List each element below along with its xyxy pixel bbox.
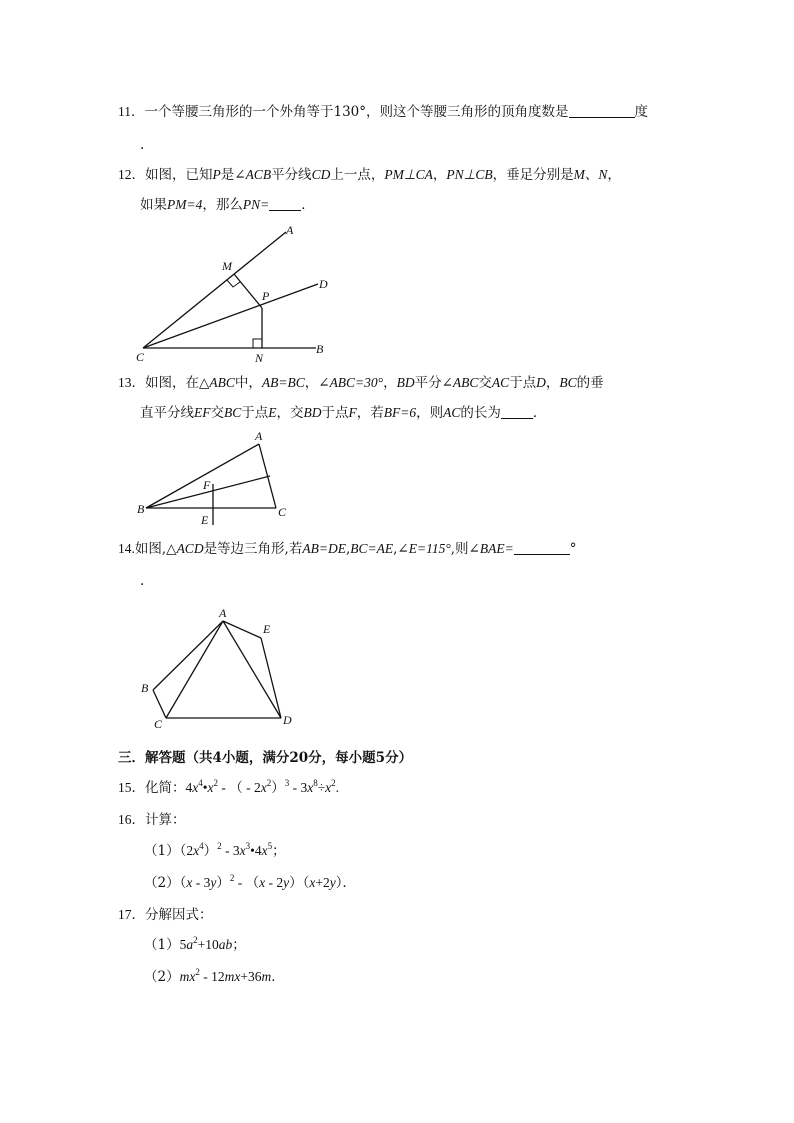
figure-q12 <box>136 222 336 367</box>
question-12-line-1 <box>118 166 621 184</box>
text-segment: 是等边三角形,若 <box>203 541 303 557</box>
math-var: BD <box>303 405 322 420</box>
math-expr: PN= <box>242 197 270 212</box>
label-C: C <box>154 717 163 731</box>
answer-blank[interactable] <box>514 542 570 555</box>
math-expression: $5a^2+10ab$； <box>179 935 246 952</box>
question-11 <box>118 103 648 121</box>
question-number: 16． <box>118 812 145 827</box>
label-F: F <box>203 478 211 492</box>
question-13-line-2 <box>140 404 546 422</box>
math-expr: PM⊥CA <box>384 167 433 182</box>
label-B: B <box>316 342 324 356</box>
question-text: 计算： <box>145 812 186 828</box>
text-segment: 如图,△ <box>134 541 177 557</box>
label-D: D <box>319 277 328 291</box>
question-11-end: . <box>140 137 145 153</box>
text-segment: 是∠ <box>220 167 246 183</box>
answer-blank[interactable] <box>569 105 635 118</box>
math-var: ABC <box>209 375 235 390</box>
label-N: N <box>255 351 264 365</box>
question-16 <box>118 811 186 829</box>
math-expression: $mx^2 - 12mx+36m$． <box>179 967 285 984</box>
label-P: P <box>262 289 270 303</box>
question-number: 12． <box>118 167 145 182</box>
math-var: ACB <box>245 167 272 182</box>
question-text: 一个等腰三角形的一个外角等于130°，则这个等腰三角形的顶角度数是 <box>144 104 569 120</box>
math-expr: AB=DE <box>302 541 346 556</box>
question-number: 13． <box>118 375 145 390</box>
label-B: B <box>141 681 149 695</box>
figure-q14 <box>136 603 306 733</box>
label-E: E <box>201 513 209 527</box>
math-expression: $4x^4•x^2$ - （ - $2x^2)^3 - 3x^8\div x^2$. <box>185 778 340 795</box>
math-var: F <box>348 405 357 420</box>
question-14-end: . <box>140 573 145 589</box>
math-expression: $(2x^4)^2$ - $3x^3•4x^5$； <box>179 841 286 858</box>
text-segment: ， <box>607 167 621 183</box>
question-17-part-1 <box>144 936 246 954</box>
math-expr: BAE= <box>479 541 514 556</box>
question-number: 11． <box>118 104 145 119</box>
label-C: C <box>136 350 145 364</box>
question-16-part-1 <box>144 842 286 860</box>
text-segment: ，则 <box>416 405 444 421</box>
part-label: （2） <box>144 875 180 891</box>
answer-blank[interactable] <box>269 198 301 211</box>
text-segment: 如图，已知 <box>145 167 213 183</box>
label-A: A <box>219 606 227 620</box>
math-var: AC <box>443 405 461 420</box>
text-segment: ,则∠ <box>450 541 480 557</box>
math-expression: （x - 3y）$^2$ - （x - 2y）（x+2y）． <box>179 873 356 890</box>
label-A: A <box>255 429 263 443</box>
section-heading: 三．解答题（共4小题，满分20分，每小题5分） <box>118 750 413 766</box>
text-segment: 上一点， <box>330 167 385 183</box>
math-var: E <box>268 405 277 420</box>
question-12-line-2 <box>140 196 315 214</box>
question-text: 化简： <box>145 780 186 796</box>
text-segment: ， <box>432 167 447 183</box>
label-A: A <box>286 223 294 237</box>
text-segment: 交 <box>210 405 224 421</box>
label-M: M <box>222 259 232 273</box>
text-segment: ,∠ <box>393 541 409 557</box>
question-17 <box>118 906 213 924</box>
math-var: ABC <box>452 375 479 390</box>
text-segment: ． <box>532 405 547 421</box>
text-segment: ，∠ <box>304 375 330 391</box>
text-segment: ，那么 <box>202 197 243 213</box>
math-expr: ABC=30° <box>329 375 384 390</box>
question-15 <box>118 779 339 797</box>
question-number: 14. <box>118 541 135 556</box>
math-var: M、N <box>573 167 608 182</box>
question-14-line-1 <box>118 540 576 558</box>
question-17-part-2 <box>144 968 285 986</box>
math-expr: E=115° <box>408 541 451 556</box>
text-segment: 于点 <box>509 375 537 391</box>
text-segment: ， <box>545 375 560 391</box>
question-number: 17． <box>118 907 145 922</box>
part-label: （1） <box>144 843 180 859</box>
text-segment: 直平分线 <box>140 405 194 421</box>
math-expr: PM=4 <box>167 197 203 212</box>
math-expr: BF=6 <box>383 405 417 420</box>
text-segment: 平分线 <box>271 167 312 183</box>
part-label: （1） <box>144 937 180 953</box>
math-expr: AB=BC <box>261 375 305 390</box>
math-var: ACD <box>176 541 204 556</box>
text-segment: 如果 <box>140 197 167 213</box>
math-var: P <box>212 167 221 182</box>
degree-sign: ° <box>569 541 577 557</box>
text-segment: 交 <box>478 375 492 391</box>
text-segment: 于点 <box>241 405 269 421</box>
text-segment: 的垂 <box>576 375 604 391</box>
math-var: BC <box>224 405 242 420</box>
label-D: D <box>283 713 292 727</box>
unit-label: 度 <box>634 104 649 120</box>
math-var: BD <box>396 375 415 390</box>
label-E: E <box>263 622 271 636</box>
part-label: （2） <box>144 969 180 985</box>
math-expr: PN⊥CB <box>446 167 493 182</box>
math-var: AC <box>491 375 510 390</box>
text-segment: 如图，在△ <box>145 375 210 391</box>
text-segment: ， <box>383 375 397 391</box>
text-segment: ，垂足分别是 <box>492 167 574 183</box>
text-segment: ． <box>301 197 315 213</box>
label-B: B <box>137 502 145 516</box>
math-var: CD <box>311 167 331 182</box>
text-segment: ，若 <box>356 405 384 421</box>
math-expr: BC=AE <box>350 541 394 556</box>
text-segment: ，交 <box>276 405 304 421</box>
question-text: 分解因式： <box>145 907 213 923</box>
text-segment: 平分∠ <box>414 375 453 391</box>
question-13-line-1 <box>118 374 604 392</box>
math-var: BC <box>559 375 577 390</box>
math-var: EF <box>194 405 211 420</box>
text-segment: 的长为 <box>460 405 501 421</box>
text-segment: , <box>345 541 351 557</box>
math-var: D <box>536 375 546 390</box>
figure-q13 <box>136 428 296 528</box>
answer-blank[interactable] <box>501 406 533 419</box>
text-segment: 中， <box>234 375 262 391</box>
text-segment: 于点 <box>321 405 349 421</box>
question-16-part-2 <box>144 874 356 892</box>
question-number: 15． <box>118 780 145 795</box>
label-C: C <box>278 505 287 519</box>
